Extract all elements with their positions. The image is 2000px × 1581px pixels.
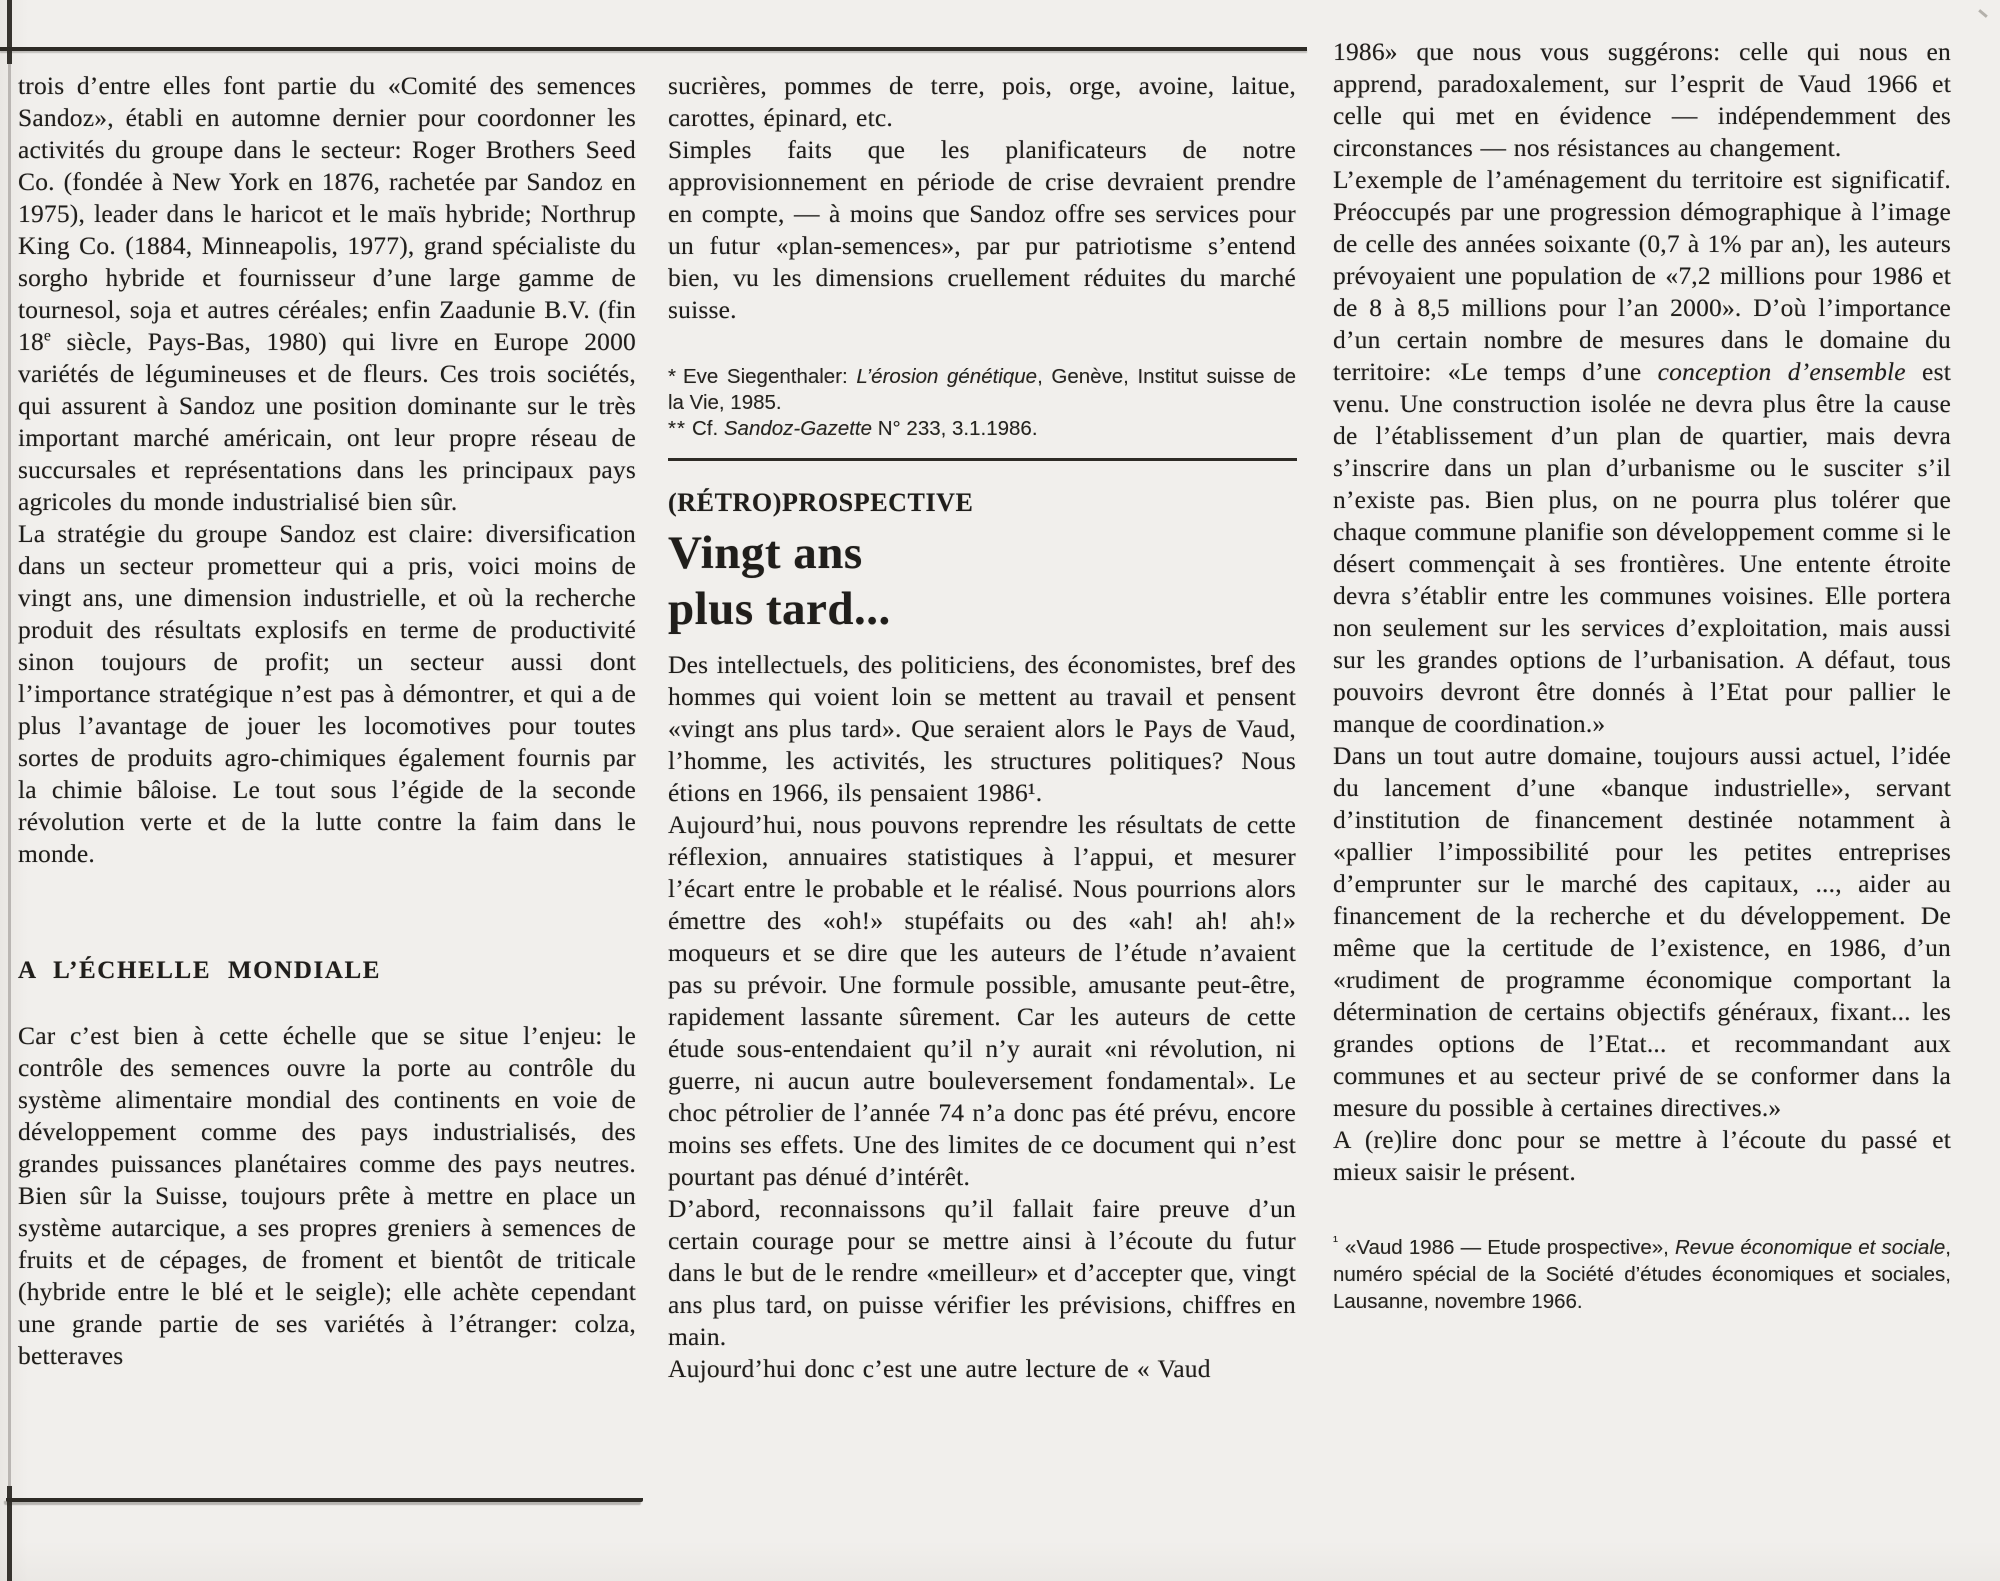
page-left-edge-line: [8, 0, 11, 1581]
section-heading-echelle-mondiale: A L’ÉCHELLE MONDIALE: [18, 957, 382, 984]
footnote-italic-title: Sandoz-Gazette: [723, 417, 873, 440]
column-3: [1333, 36, 1951, 1336]
footnote-text: , Genève, Institut suisse de la Vie, 1985.: [668, 365, 1296, 414]
paragraph-a-relire: A (re)lire donc pour se mettre à l’écoute du passé et mieux saisir le présent.: [1333, 1125, 1951, 1186]
footnote-italic-title: Revue économique et sociale: [1675, 1236, 1946, 1259]
paragraph-autre-lecture: Aujourd’hui donc c’est une autre lecture de « Vaud: [668, 1354, 1211, 1383]
paragraph-continuation-legumes: sucrières, pommes de terre, pois, orge, avoine, laitue, carottes, épinard, etc.: [668, 71, 1296, 132]
article-title-line2: plus tard...: [668, 583, 891, 635]
paragraph-des-intellectuels: Des intellectuels, des politiciens, des économistes, bref des hommes qui voient loin se mettent au travail et pensent «vingt ans plus tard». Que seraient alors le Pays de Vaud, l’homme, les activités, les structures politiques? Nous étions en 1966, ils pensaient 1986¹.: [668, 650, 1296, 807]
footnote-marker: *: [668, 365, 677, 388]
paragraph-banque-industrielle: Dans un tout autre domaine, toujours aussi actuel, l’idée du lancement d’une «banque industrielle», servant d’institution de financement destinée notamment à «pallier l’impossibilité pour les petites entreprises d’emprunter sur le marché des capitaux, ..., aider au financement de la recherche et du développement. De même que la certitude de l’existence, en 1986, d’un «rudiment de programme économique comportant la détermination de certains objectifs généraux, fixant... les grandes options de l’Etat... et recommandant aux communes et au secteur privé de se conformer dans la mesure du possible à certaines directives.»: [1333, 741, 1951, 1122]
page-left-edge-line-dark-top: [7, 0, 12, 64]
paragraph-simples-faits: Simples faits que les planificateurs de notre approvisionnement en période de crise devraient prendre en compte, — à moins que Sandoz offre ses services pour un futur «plan-semences», par pur patriotisme s’entend bien, vu les dimensions cruellement réduites du marché suisse.: [668, 135, 1296, 324]
footnote-double-asterisk: [668, 416, 1296, 442]
paragraph-italic-segment: conception d’ensemble: [1657, 357, 1906, 386]
paragraph-amenagement-territoire: [1333, 164, 1951, 740]
bottom-horizontal-rule: [6, 1498, 643, 1502]
scan-speck: [1978, 9, 1988, 18]
footnote-text: N° 233, 3.1.1986.: [872, 417, 1038, 440]
paragraph-segment: L’exemple de l’aménagement du territoire est significatif. Préoccupés par une progression démographique à l’image de celle des années soixante (0,7 à 1% par an), les auteurs prévoyaient une population de «7,2 millions pour 1986 et de 8 à 8,5 millions pour l’an 2000». D’où l’importance d’un certain nombre de mesures dans le domaine du territoire: «Le temps d’une: [1333, 165, 1951, 386]
paragraph-segment: trois d’entre elles font partie du «Comité des semences Sandoz», établi en automne dernier pour coordonner les activités du groupe dans le secteur: Roger Brothers Seed Co. (fondée à New York en 1876, rachetée par Sandoz en 1975), leader dans le haricot et le maïs hybride; Northrup King Co. (1884, Minneapolis, 1977), grand spécialiste du sorgho hybride et fournisseur d’une large gamme de tournesol, soja et autres céréales; enfin Zaadunie B.V. (fin 18: [18, 71, 636, 356]
paragraph-strategie-sandoz: La stratégie du groupe Sandoz est claire: diversification dans un secteur prometteur qui a pris, voici moins de vingt ans, une dimension industrielle, et où la recherche produit des résultats explosifs en terme de productivité sinon toujours de profit; un secteur aussi dont l’importance stratégique n’est pas à démontrer, et qui a de plus l’avantage de jouer les locomotives pour toutes sortes de produits agro-chimiques également fournis par la chimie bâloise. Le tout sous l’égide de la seconde révolution verte et de la lutte contre la faim dans le monde.: [18, 519, 636, 868]
kicker-retroprospective: (RÉTRO)PROSPECTIVE: [668, 488, 974, 517]
paragraph-segment: siècle, Pays-Bas, 1980) qui livre en Europe 2000 variétés de légumineuses et de fleurs. Ces trois sociétés, qui assurent à Sandoz une position dominante sur le très important marché américain, ont leur propre réseau de succursales et représentations dans les principaux pays agricoles du monde industrialisé bien sûr.: [18, 327, 636, 516]
superscript-e: e: [43, 327, 52, 345]
footnote-marker: ¹: [1333, 1234, 1339, 1251]
footnote-text: Eve Siegenthaler:: [682, 365, 857, 388]
paragraph-1986-suggestions: 1986» que nous vous suggérons: celle qui nous en apprend, paradoxalement, sur l’esprit de Vaud 1966 et celle qui met en évidence — indépendemment des circonstances — nos résistances au changement.: [1333, 37, 1951, 162]
footnote-italic-title: L’érosion génétique: [856, 365, 1038, 388]
footnote-text: «Vaud 1986 — Etude prospective»,: [1344, 1236, 1675, 1259]
article-separator-rule: [668, 458, 1297, 461]
article-title: [668, 525, 1296, 637]
footnote-1: [1333, 1234, 1951, 1315]
footnote-asterisk: [668, 364, 1296, 416]
column-2: [668, 70, 1296, 1385]
footnote-text: , numéro spécial de la Société d’études économiques et sociales, Lausanne, novembre 1966.: [1333, 1236, 1951, 1313]
footnote-text: Cf.: [691, 417, 724, 440]
paragraph-dabord-reconnaissons: D’abord, reconnaissons qu’il fallait faire preuve d’un certain courage pour se mettre ainsi à l’écoute du futur dans le but de le rendre «meilleur» et d’accepter que, vingt ans plus tard, on puisse vérifier les prévisions, chiffres en main.: [668, 1194, 1296, 1351]
footnote-marker: **: [668, 417, 686, 440]
paragraph-comite-semences: [18, 70, 636, 518]
column-1: [18, 70, 636, 1372]
paragraph-enjeu-mondial: Car c’est bien à cette échelle que se situe l’enjeu: le contrôle des semences ouvre la porte au contrôle du système alimentaire mondial des continents en voie de développement comme des pays industrialisés, des grandes puissances planétaires comme des pays neutres. Bien sûr la Suisse, toujours prête à mettre en place un système autarcique, a ses propres greniers à semences de fruits et de cépages, de froment et bientôt de triticale (hybride entre le blé et le seigle); elle achète cependant une grande partie de ses variétés à l’étranger: colza, betteraves: [18, 1021, 636, 1370]
footnotes-block: [668, 364, 1296, 442]
article-title-line1: Vingt ans: [668, 527, 863, 579]
top-horizontal-rule: [0, 47, 1307, 51]
paragraph-aujourdhui-reprendre: Aujourd’hui, nous pouvons reprendre les résultats de cette réflexion, annuaires statistiques à l’appui, et mesurer l’écart entre le probable et le réalisé. Nous pourrions alors émettre des «oh!» stupéfaits ou des «ah! ah! ah!» moqueurs et se dire que les auteurs de l’étude n’avaient pas su prévoir. Une formule possible, amusante peut-être, rapidement lassante sûrement. Car les auteurs de cette étude sous-entendaient qu’il n’y aurait «ni révolution, ni guerre, ni aucun autre bouleversement fondamental». Le choc pétrolier de l’année 74 n’a donc pas été prévu, encore moins ses effets. Une des limites de ce document qui n’est pourtant pas dénué d’intérêt.: [668, 810, 1296, 1191]
paragraph-segment: est venu. Une construction isolée ne devra plus être la cause de l’établissement d’un plan de quartier, mais devra s’inscrire dans un plan d’urbanisme ou le susciter s’il n’existe pas. Bien plus, on ne pourra plus tolérer que chaque commune planifie son développement comme si le désert commençait à ses frontières. Une entente étroite devra s’établir entre les communes voisines. Elle portera non seulement sur les services d’exploitation, mais aussi sur les grandes options de l’urbanisation. A défaut, tous pouvoirs devront être donnés à l’Etat pour pallier le manque de coordination.»: [1333, 357, 1951, 738]
